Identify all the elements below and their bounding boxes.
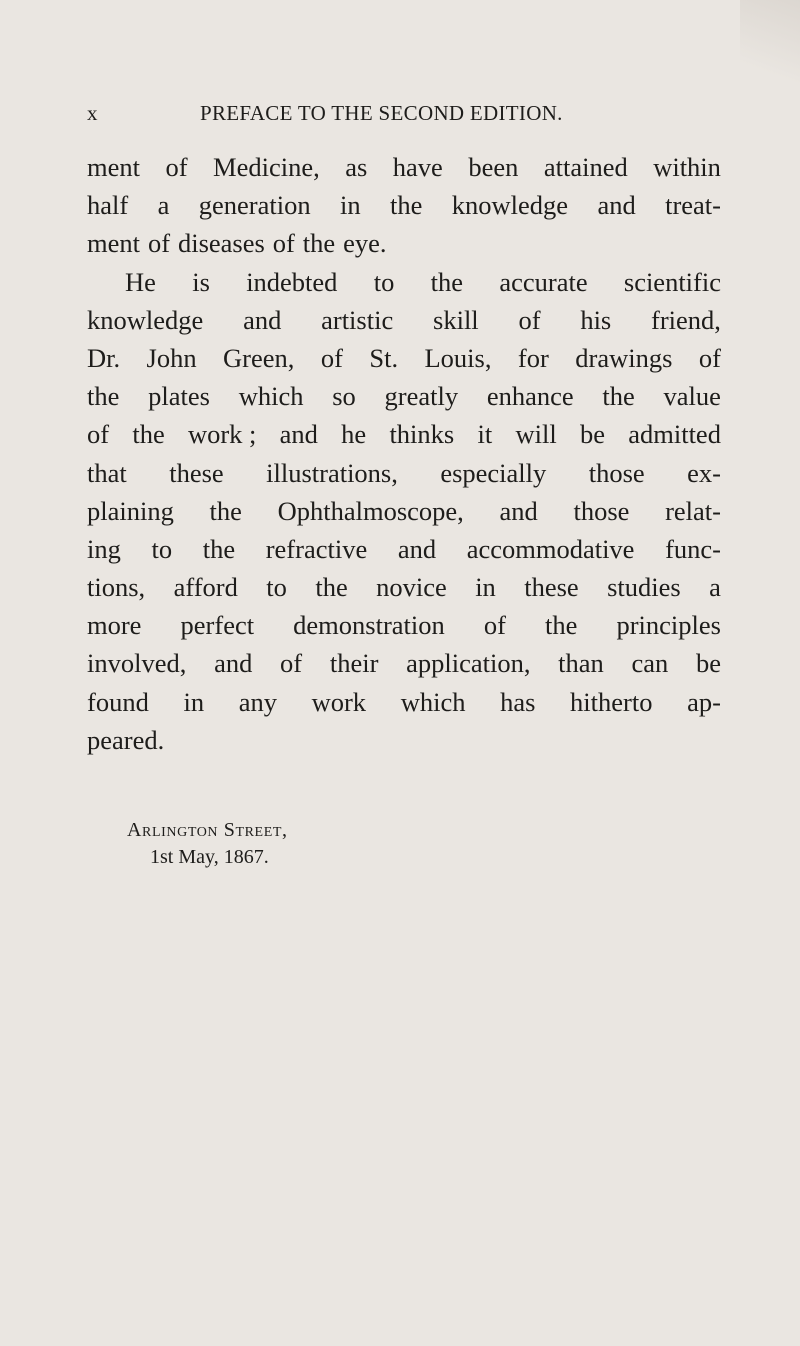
word: admitted [628,419,721,450]
word: generation [198,190,311,221]
word: he [341,419,367,450]
word: diseases [177,228,265,259]
word: been [468,152,519,182]
word: scientific [623,266,721,297]
word: these [524,572,579,603]
page-edge-shadow [740,0,800,100]
word: as [345,152,368,182]
word: of [280,648,303,679]
word: Green, [223,342,295,373]
word: of [272,228,295,259]
word: of [87,419,110,450]
word: the [87,381,120,412]
word: afford [173,572,238,603]
word: ex- [687,457,721,488]
text-line [87,224,721,262]
word: principles [616,610,721,641]
word: refractive [265,533,368,564]
word: attained [543,152,628,182]
word: the [132,419,165,450]
text-line [87,186,721,224]
word: for [517,342,549,373]
text-line [87,263,721,301]
word: to [266,572,287,603]
text-line [87,377,721,415]
word: which [400,686,466,717]
text-line [87,721,721,759]
word: the [545,610,578,641]
word: more [87,610,142,641]
word: illustrations, [266,457,398,488]
page-header [87,101,728,131]
word: is [192,266,210,297]
word: relat- [665,495,721,526]
word: these [169,457,224,488]
word: that [87,457,127,488]
word: friend, [651,304,721,335]
word: and [243,304,282,335]
word: work [311,686,367,717]
word: the [315,572,348,603]
word: of [698,342,721,373]
word: involved, [87,648,187,679]
text-line [87,148,721,186]
text-line [87,606,721,644]
text-line [87,492,721,530]
word: the [390,190,423,221]
word: a [157,190,170,221]
word: peared. [87,724,165,755]
word: accommodative [466,533,635,564]
word: his [580,304,612,335]
word: any [238,686,277,717]
word: tions, [87,572,146,603]
text-line [87,644,721,682]
word: Ophthalmoscope, [277,495,464,526]
word: plates [148,381,210,412]
word: novice [376,572,447,603]
word: St. [369,342,399,373]
word: func- [665,533,721,564]
text-line [87,530,721,568]
word: hitherto [570,686,653,717]
word: those [573,495,630,526]
word: their [329,648,379,679]
word: and [597,190,636,221]
word: so [332,381,356,412]
word: be [579,419,605,450]
word: has [500,686,536,717]
word: to [373,266,395,297]
word: of [483,610,506,641]
word: accurate [499,266,588,297]
word: of [147,228,171,259]
word: the [209,495,242,526]
word: ap- [687,686,721,717]
page-number: x [87,101,98,125]
word: He [125,266,156,297]
word: Medicine, [213,152,320,182]
word: be [695,648,721,679]
word: the [302,228,336,259]
word: of [518,304,541,335]
word: it [477,419,493,450]
word: knowledge [451,190,569,221]
word: thinks [389,419,455,450]
word: plaining [87,495,174,526]
word: skill [433,304,479,335]
word: can [631,648,669,679]
word: artistic [321,304,394,335]
text-line [87,339,721,377]
word: application, [406,648,531,679]
word: of [320,342,343,373]
word: John [146,342,197,373]
text-line [87,683,721,721]
text-line [87,415,721,453]
word: ment [87,228,140,259]
word: drawings [575,342,673,373]
word: found [87,686,149,717]
text-line [87,454,721,492]
word: value [663,381,721,412]
word: ment [87,152,140,182]
word: which [238,381,304,412]
word: knowledge [87,304,204,335]
word: within [653,152,721,182]
word: studies [607,572,681,603]
word: and [214,648,253,679]
text-line [87,568,721,606]
word: those [588,457,645,488]
word: greatly [384,381,459,412]
word: treat- [665,190,721,221]
word: and [279,419,318,450]
word: perfect [180,610,255,641]
text-line [87,301,721,339]
word: will [515,419,557,450]
signature-block [127,817,288,871]
word: Dr. [87,342,121,373]
word: to [151,533,173,564]
running-head: PREFACE TO THE SECOND EDITION. [200,101,563,125]
word: work ; [187,419,257,450]
word: have [392,152,443,182]
word: and [499,495,538,526]
word: the [602,381,635,412]
word: indebted [246,266,338,297]
word: demonstration [293,610,445,641]
word: especially [440,457,547,488]
word: ing [87,533,121,564]
word: and [397,533,437,564]
word: in [475,572,496,603]
body-text [87,148,721,759]
word: the [202,533,236,564]
word: in [183,686,205,717]
word: than [558,648,604,679]
signature-date: 1st May, 1867. [150,846,269,868]
word: of [165,152,188,182]
signature-place: Arlington Street, [127,819,288,841]
word: Louis, [424,342,492,373]
word: enhance [486,381,574,412]
word: in [339,190,361,221]
word: eye. [343,228,387,259]
word: a [709,572,721,603]
word: half [87,190,129,221]
word: the [430,266,464,297]
